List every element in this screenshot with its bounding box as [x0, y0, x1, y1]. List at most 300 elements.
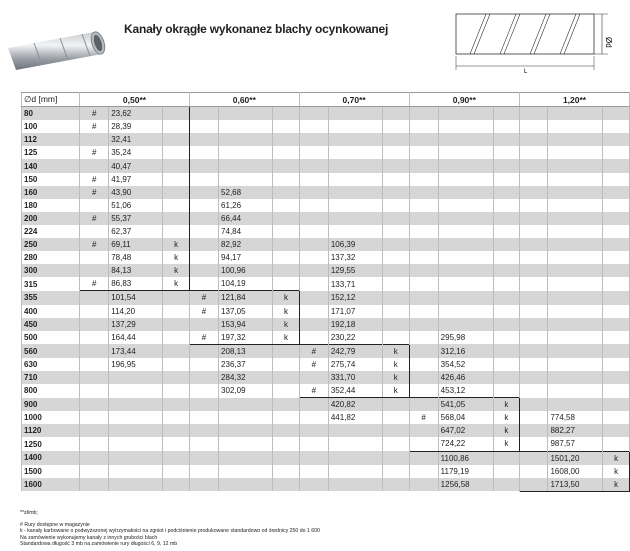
stock-mark-cell [299, 424, 328, 437]
price-cell [438, 212, 493, 225]
diameter-cell: 1250 [22, 437, 80, 451]
price-cell [438, 120, 493, 133]
corrugated-mark-cell [493, 318, 520, 331]
stock-mark-cell [520, 305, 548, 318]
price-cell [328, 199, 382, 212]
price-cell [328, 159, 382, 172]
price-cell [548, 277, 603, 291]
corrugated-mark-cell [163, 225, 190, 238]
stock-mark-cell [80, 305, 109, 318]
table-row [22, 437, 630, 451]
diameter-cell: 200 [22, 212, 80, 225]
price-cell [548, 398, 603, 412]
diameter-cell: 100 [22, 120, 80, 133]
table-row [22, 264, 630, 277]
stock-mark-cell [189, 238, 218, 251]
corrugated-mark-cell [163, 146, 190, 159]
price-cell: 453,12 [438, 384, 493, 398]
corrugated-mark-cell [383, 251, 410, 264]
stock-mark-cell: # [189, 331, 218, 345]
stock-mark-cell [409, 478, 438, 492]
corrugated-mark-cell [493, 358, 520, 371]
price-cell: 55,37 [109, 212, 163, 225]
corrugated-mark-cell [493, 186, 520, 199]
corrugated-mark-cell [273, 398, 300, 412]
stock-mark-cell [409, 120, 438, 133]
price-cell: 100,96 [219, 264, 273, 277]
corrugated-mark-cell [383, 173, 410, 186]
diameter-header: ∅d [mm] [22, 93, 80, 107]
price-cell: 426,46 [438, 371, 493, 384]
price-cell [219, 107, 273, 121]
stock-mark-cell [189, 146, 218, 159]
stock-mark-cell [189, 358, 218, 371]
price-cell [328, 173, 382, 186]
duct-diagram [452, 4, 612, 76]
stock-mark-cell [299, 212, 328, 225]
stock-mark-cell [299, 225, 328, 238]
price-cell [109, 424, 163, 437]
price-cell [548, 133, 603, 146]
stock-mark-cell [299, 173, 328, 186]
price-cell [438, 173, 493, 186]
stock-mark-cell [299, 318, 328, 331]
stock-mark-cell [299, 305, 328, 318]
table-row [22, 384, 630, 398]
diameter-cell: 250 [22, 238, 80, 251]
corrugated-mark-cell [163, 411, 190, 424]
note-line: # Rury dostępne w magazynie [20, 522, 90, 529]
stock-mark-cell [299, 133, 328, 146]
price-cell [548, 331, 603, 345]
corrugated-mark-cell [493, 264, 520, 277]
price-cell [328, 133, 382, 146]
table-row [22, 411, 630, 424]
corrugated-mark-cell [163, 186, 190, 199]
stock-mark-cell [80, 251, 109, 264]
corrugated-mark-cell [493, 173, 520, 186]
price-cell [548, 212, 603, 225]
corrugated-mark-cell [603, 437, 630, 451]
corrugated-mark-cell [603, 291, 630, 305]
corrugated-mark-cell [383, 238, 410, 251]
stock-mark-cell [409, 212, 438, 225]
stock-mark-cell [299, 199, 328, 212]
stock-mark-cell [409, 371, 438, 384]
corrugated-mark-cell [273, 120, 300, 133]
stock-mark-cell [80, 318, 109, 331]
corrugated-mark-cell [603, 398, 630, 412]
price-cell: 52,68 [219, 186, 273, 199]
corrugated-mark-cell: k [383, 371, 410, 384]
price-cell [548, 238, 603, 251]
corrugated-mark-cell [493, 199, 520, 212]
corrugated-mark-cell [383, 199, 410, 212]
corrugated-mark-cell [383, 264, 410, 277]
note-line: k - kanały karbowane o podwyższonej wytrzymałości na zgniot i podciśnienie produkowane standardowo od średnicy 250 do 1 600 [20, 528, 320, 535]
corrugated-mark-cell: k [383, 344, 410, 358]
corrugated-mark-cell [603, 331, 630, 345]
diameter-cell: 1000 [22, 411, 80, 424]
stock-mark-cell [80, 437, 109, 451]
corrugated-mark-cell [383, 277, 410, 291]
diameter-cell: 800 [22, 384, 80, 398]
price-cell: 420,82 [328, 398, 382, 412]
stock-mark-cell [189, 199, 218, 212]
price-cell: 1608,00 [548, 465, 603, 478]
corrugated-mark-cell [163, 451, 190, 465]
corrugated-mark-cell [603, 358, 630, 371]
stock-mark-cell [189, 173, 218, 186]
stock-mark-cell: # [80, 107, 109, 121]
table-row [22, 371, 630, 384]
price-cell: 40,47 [109, 159, 163, 172]
stock-mark-cell [80, 424, 109, 437]
corrugated-mark-cell: k [493, 411, 520, 424]
corrugated-mark-cell [383, 398, 410, 412]
table-row [22, 478, 630, 492]
stock-mark-cell: # [299, 344, 328, 358]
price-cell: 43,90 [109, 186, 163, 199]
table-row [22, 159, 630, 172]
stock-mark-cell [520, 424, 548, 437]
stock-mark-cell [520, 478, 548, 492]
corrugated-mark-cell: k [603, 451, 630, 465]
diameter-cell: 300 [22, 264, 80, 277]
corrugated-mark-cell [273, 451, 300, 465]
stock-mark-cell [299, 465, 328, 478]
diameter-cell: 560 [22, 344, 80, 358]
price-cell [548, 120, 603, 133]
corrugated-mark-cell [273, 264, 300, 277]
table-row [22, 146, 630, 159]
corrugated-mark-cell [163, 424, 190, 437]
stock-mark-cell [299, 451, 328, 465]
stock-mark-cell [299, 159, 328, 172]
diameter-cell: 355 [22, 291, 80, 305]
price-cell [548, 107, 603, 121]
diameter-cell: 1500 [22, 465, 80, 478]
stock-mark-cell [520, 384, 548, 398]
price-cell [548, 225, 603, 238]
price-cell: 441,82 [328, 411, 382, 424]
price-cell: 152,12 [328, 291, 382, 305]
stock-mark-cell [520, 120, 548, 133]
price-cell: 352,44 [328, 384, 382, 398]
corrugated-mark-cell [163, 371, 190, 384]
stock-mark-cell [520, 291, 548, 305]
corrugated-mark-cell [163, 478, 190, 492]
stock-mark-cell [409, 305, 438, 318]
corrugated-mark-cell [383, 159, 410, 172]
stock-mark-cell [409, 465, 438, 478]
corrugated-mark-cell [493, 146, 520, 159]
corrugated-mark-cell [493, 478, 520, 492]
price-cell: 724,22 [438, 437, 493, 451]
stock-mark-cell [80, 344, 109, 358]
stock-mark-cell [189, 225, 218, 238]
stock-mark-cell [189, 277, 218, 291]
price-cell [109, 371, 163, 384]
price-cell: 62,37 [109, 225, 163, 238]
stock-mark-cell [189, 371, 218, 384]
corrugated-mark-cell [273, 159, 300, 172]
stock-mark-cell [520, 133, 548, 146]
stock-mark-cell: # [80, 146, 109, 159]
stock-mark-cell [299, 277, 328, 291]
corrugated-mark-cell [273, 478, 300, 492]
corrugated-mark-cell: k [163, 238, 190, 251]
corrugated-mark-cell [493, 291, 520, 305]
corrugated-mark-cell [493, 344, 520, 358]
corrugated-mark-cell: k [493, 437, 520, 451]
corrugated-mark-cell [603, 251, 630, 264]
price-cell [219, 437, 273, 451]
price-cell [109, 384, 163, 398]
stock-mark-cell [520, 277, 548, 291]
table-row [22, 107, 630, 121]
diameter-cell: 500 [22, 331, 80, 345]
price-cell: 84,13 [109, 264, 163, 277]
price-cell: 242,79 [328, 344, 382, 358]
corrugated-mark-cell [273, 344, 300, 358]
stock-mark-cell [80, 465, 109, 478]
thickness-header: 0,70** [299, 93, 409, 107]
duct-photo [2, 18, 112, 78]
corrugated-mark-cell [603, 318, 630, 331]
stock-mark-cell [299, 478, 328, 492]
length-label: L [524, 69, 528, 75]
price-cell: 275,74 [328, 358, 382, 371]
stock-mark-cell [409, 331, 438, 345]
price-cell [438, 146, 493, 159]
corrugated-mark-cell [603, 133, 630, 146]
price-cell: 295,98 [438, 331, 493, 345]
stock-mark-cell [80, 384, 109, 398]
diameter-cell: 400 [22, 305, 80, 318]
corrugated-mark-cell [273, 251, 300, 264]
price-cell: 86,83 [109, 277, 163, 291]
diameter-cell: 315 [22, 277, 80, 291]
stock-mark-cell [299, 411, 328, 424]
price-cell: 41,97 [109, 173, 163, 186]
stock-mark-cell [409, 424, 438, 437]
corrugated-mark-cell [493, 120, 520, 133]
stock-mark-cell [189, 159, 218, 172]
corrugated-mark-cell [383, 120, 410, 133]
corrugated-mark-cell [603, 159, 630, 172]
corrugated-mark-cell [383, 186, 410, 199]
price-cell [548, 318, 603, 331]
corrugated-mark-cell [163, 133, 190, 146]
diameter-cell: 450 [22, 318, 80, 331]
price-cell: 1501,20 [548, 451, 603, 465]
price-cell [219, 411, 273, 424]
table-row [22, 133, 630, 146]
corrugated-mark-cell [273, 173, 300, 186]
price-cell: 647,02 [438, 424, 493, 437]
table-row [22, 212, 630, 225]
stock-mark-cell [409, 277, 438, 291]
stock-mark-cell [409, 199, 438, 212]
corrugated-mark-cell [383, 478, 410, 492]
corrugated-mark-cell [163, 199, 190, 212]
stock-mark-cell [299, 238, 328, 251]
corrugated-mark-cell: k [273, 291, 300, 305]
corrugated-mark-cell [383, 424, 410, 437]
price-cell [438, 107, 493, 121]
price-cell [328, 146, 382, 159]
corrugated-mark-cell [383, 291, 410, 305]
price-cell: 173,44 [109, 344, 163, 358]
stock-mark-cell: # [80, 173, 109, 186]
price-cell: 312,16 [438, 344, 493, 358]
stock-mark-cell: # [189, 305, 218, 318]
corrugated-mark-cell: k [163, 277, 190, 291]
table-row [22, 186, 630, 199]
price-cell: 541,05 [438, 398, 493, 412]
corrugated-mark-cell [273, 437, 300, 451]
corrugated-mark-cell [273, 358, 300, 371]
corrugated-mark-cell [493, 238, 520, 251]
corrugated-mark-cell [493, 133, 520, 146]
stock-mark-cell [409, 107, 438, 121]
table-row [22, 451, 630, 465]
price-cell [438, 291, 493, 305]
stock-mark-cell [80, 371, 109, 384]
corrugated-mark-cell [383, 146, 410, 159]
diameter-cell: 125 [22, 146, 80, 159]
stock-mark-cell [189, 264, 218, 277]
stock-mark-cell [409, 173, 438, 186]
stock-mark-cell [80, 398, 109, 412]
stock-mark-cell [299, 251, 328, 264]
stock-mark-cell: # [189, 291, 218, 305]
diameter-cell: 150 [22, 173, 80, 186]
stock-mark-cell [409, 384, 438, 398]
corrugated-mark-cell: k [383, 384, 410, 398]
price-cell: 35,24 [109, 146, 163, 159]
price-cell: 192,18 [328, 318, 382, 331]
corrugated-mark-cell [273, 384, 300, 398]
diameter-cell: 710 [22, 371, 80, 384]
stock-mark-cell [189, 212, 218, 225]
stock-mark-cell [520, 318, 548, 331]
footnote: **zł/mb; [20, 510, 38, 516]
stock-mark-cell [409, 291, 438, 305]
corrugated-mark-cell [383, 411, 410, 424]
stock-mark-cell [189, 478, 218, 492]
corrugated-mark-cell [383, 133, 410, 146]
corrugated-mark-cell: k [493, 424, 520, 437]
corrugated-mark-cell [383, 318, 410, 331]
price-cell [328, 437, 382, 451]
corrugated-mark-cell [603, 424, 630, 437]
corrugated-mark-cell: k [163, 251, 190, 264]
table-row [22, 120, 630, 133]
price-cell [438, 264, 493, 277]
diameter-cell: 180 [22, 199, 80, 212]
diameter-cell: 140 [22, 159, 80, 172]
corrugated-mark-cell [383, 212, 410, 225]
stock-mark-cell [520, 199, 548, 212]
corrugated-mark-cell [163, 173, 190, 186]
stock-mark-cell [299, 371, 328, 384]
stock-mark-cell [520, 186, 548, 199]
diameter-cell: 280 [22, 251, 80, 264]
stock-mark-cell: # [80, 238, 109, 251]
corrugated-mark-cell [163, 465, 190, 478]
table-row [22, 318, 630, 331]
corrugated-mark-cell: k [273, 318, 300, 331]
stock-mark-cell [520, 344, 548, 358]
corrugated-mark-cell [603, 264, 630, 277]
corrugated-mark-cell [163, 291, 190, 305]
stock-mark-cell [299, 398, 328, 412]
corrugated-mark-cell [163, 212, 190, 225]
corrugated-mark-cell [603, 186, 630, 199]
price-cell: 66,44 [219, 212, 273, 225]
price-cell [219, 451, 273, 465]
price-cell [548, 251, 603, 264]
stock-mark-cell [80, 199, 109, 212]
corrugated-mark-cell [273, 411, 300, 424]
price-cell: 104,19 [219, 277, 273, 291]
table-row [22, 277, 630, 291]
price-cell: 774,58 [548, 411, 603, 424]
price-cell [438, 305, 493, 318]
price-cell: 568,04 [438, 411, 493, 424]
corrugated-mark-cell [493, 251, 520, 264]
table-row [22, 344, 630, 358]
stock-mark-cell: # [80, 120, 109, 133]
stock-mark-cell [520, 358, 548, 371]
stock-mark-cell [189, 437, 218, 451]
corrugated-mark-cell [493, 305, 520, 318]
corrugated-mark-cell: k [273, 331, 300, 345]
stock-mark-cell: # [299, 384, 328, 398]
price-cell [548, 358, 603, 371]
corrugated-mark-cell [273, 107, 300, 121]
table-row [22, 199, 630, 212]
diameter-label: Ød [604, 37, 613, 48]
stock-mark-cell [409, 225, 438, 238]
price-cell: 1100,86 [438, 451, 493, 465]
stock-mark-cell [409, 186, 438, 199]
table-row [22, 305, 630, 318]
stock-mark-cell [80, 291, 109, 305]
price-cell [438, 186, 493, 199]
corrugated-mark-cell [273, 225, 300, 238]
price-cell: 78,48 [109, 251, 163, 264]
stock-mark-cell [189, 384, 218, 398]
corrugated-mark-cell [273, 424, 300, 437]
note-line: Standardowa długość 3 mb na zamówienie rury długości 6, 9, 12 mb [20, 540, 178, 547]
price-cell [219, 120, 273, 133]
stock-mark-cell [520, 371, 548, 384]
corrugated-mark-cell [383, 107, 410, 121]
stock-mark-cell [409, 358, 438, 371]
price-cell [328, 424, 382, 437]
price-cell: 74,84 [219, 225, 273, 238]
thickness-header: 0,60** [189, 93, 299, 107]
corrugated-mark-cell [163, 305, 190, 318]
diameter-cell: 160 [22, 186, 80, 199]
price-cell [438, 238, 493, 251]
stock-mark-cell [520, 264, 548, 277]
table-row [22, 398, 630, 412]
corrugated-mark-cell [163, 344, 190, 358]
